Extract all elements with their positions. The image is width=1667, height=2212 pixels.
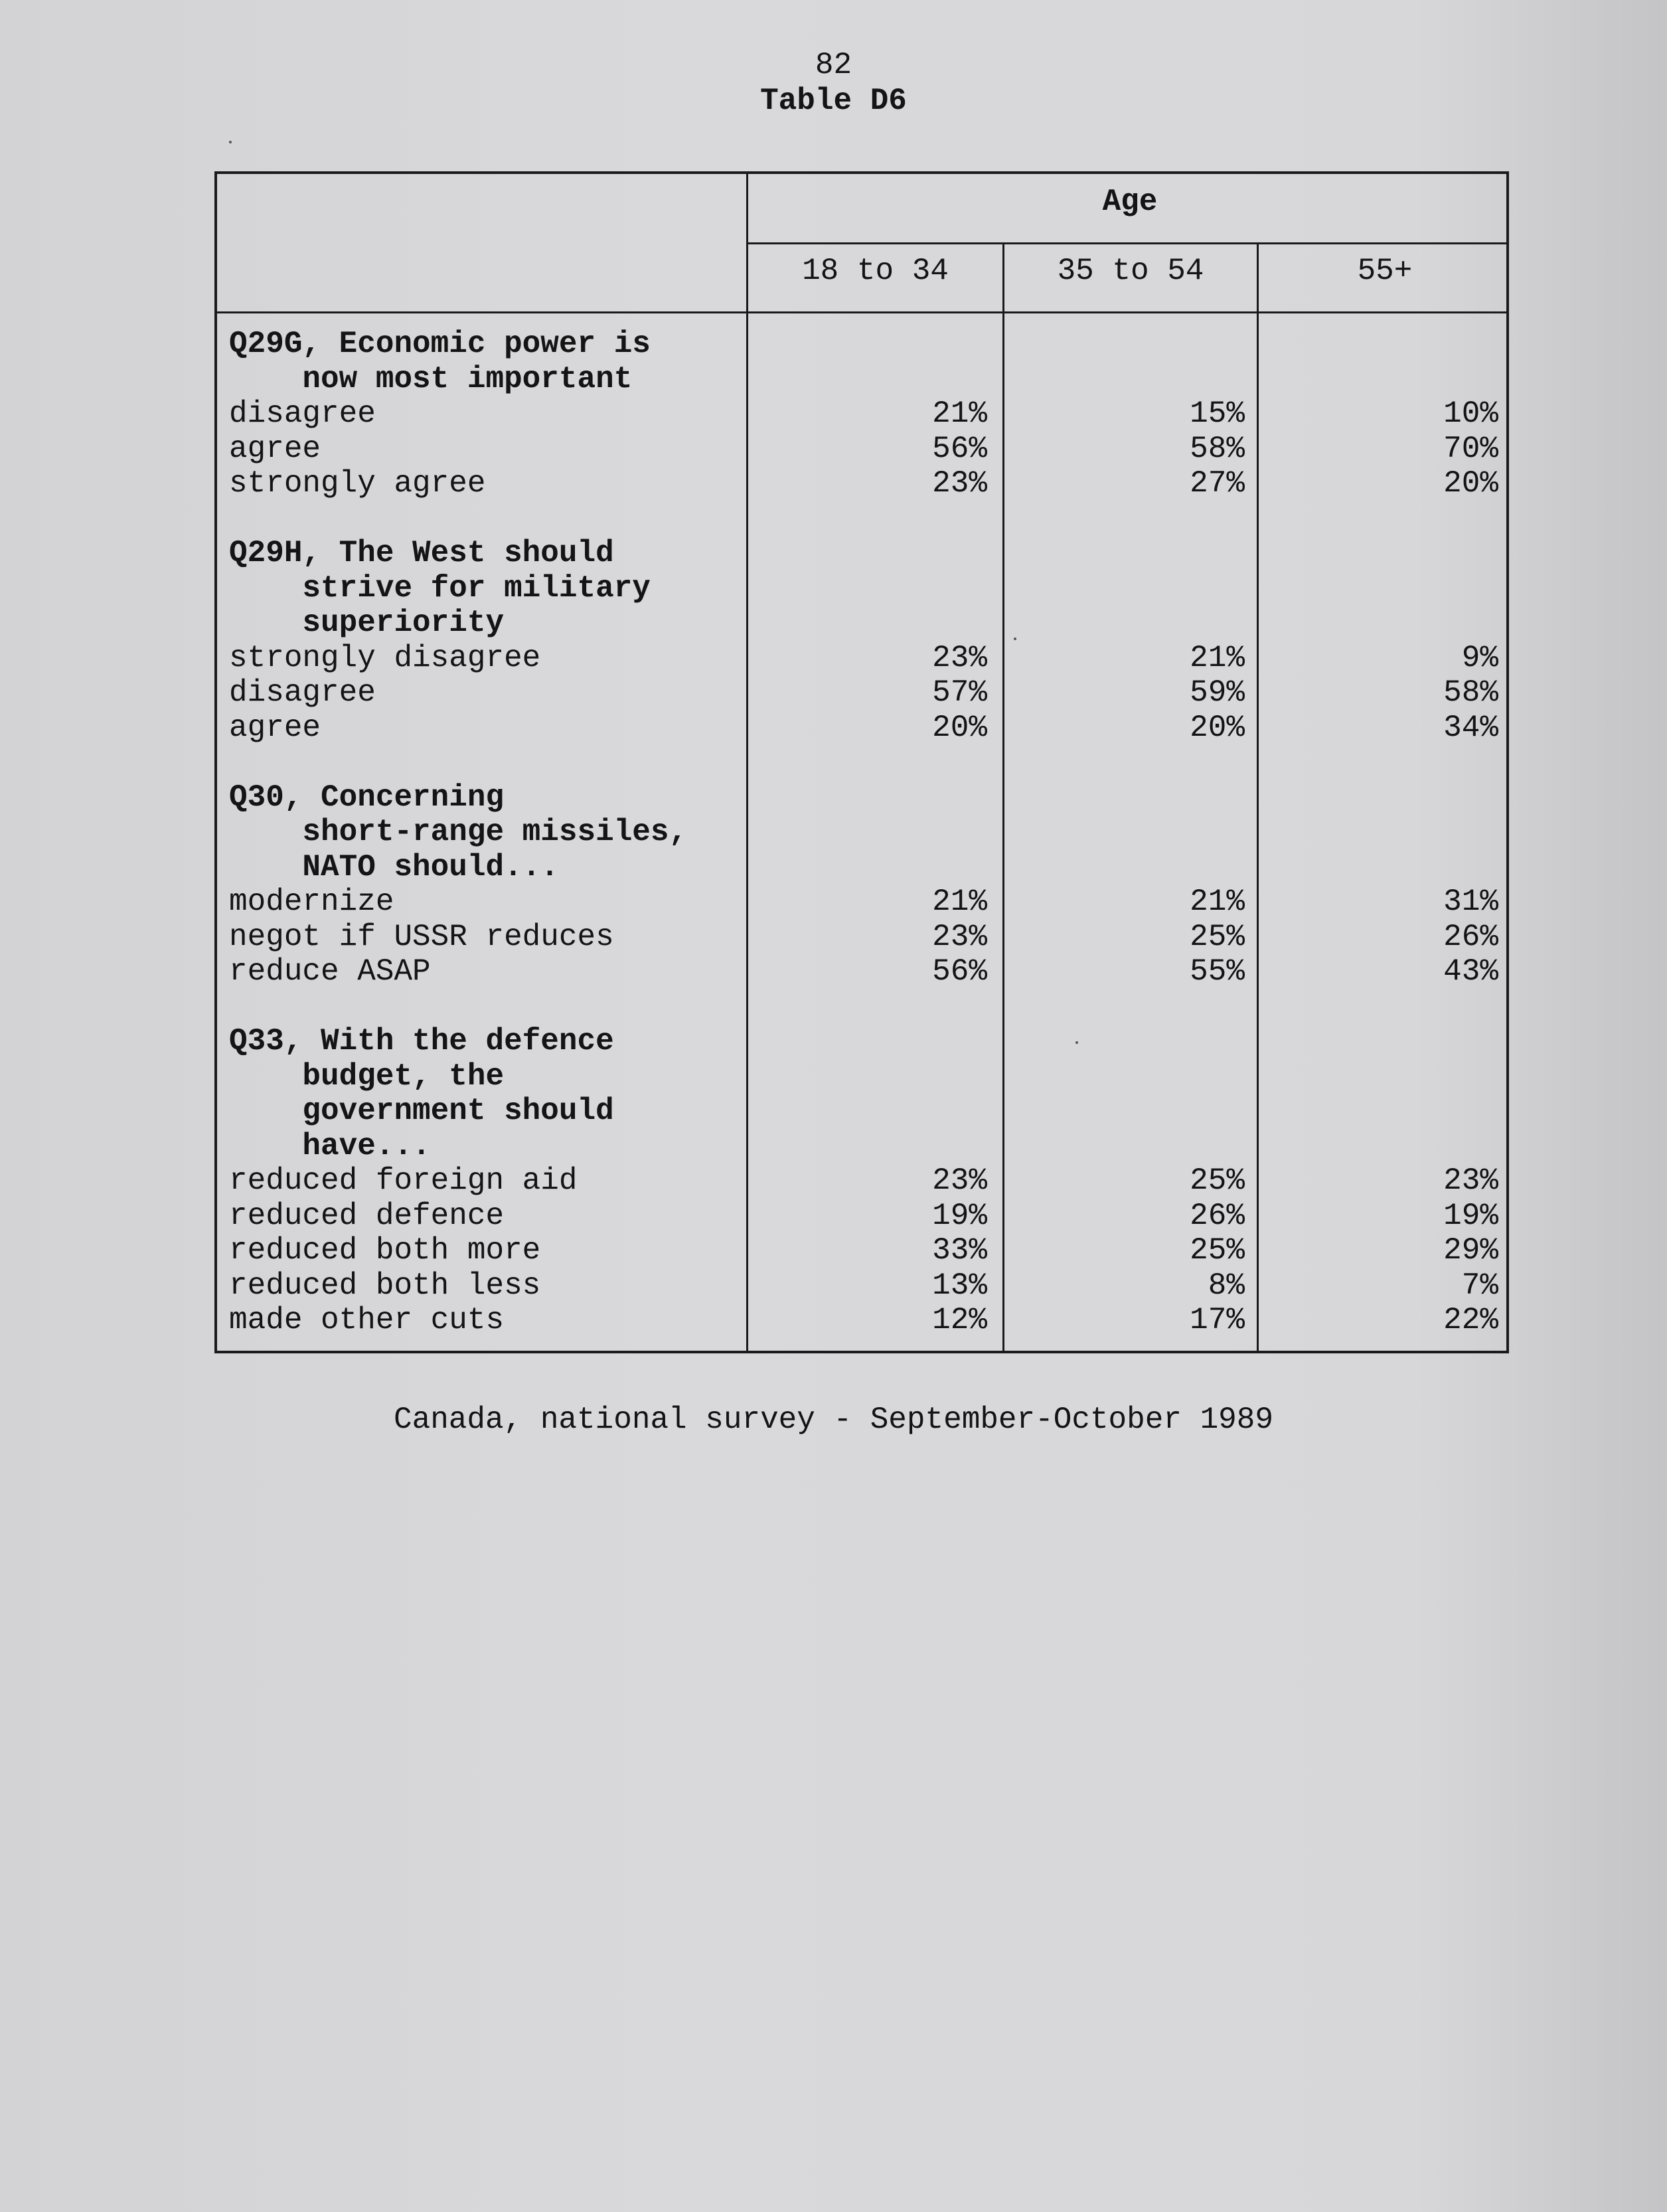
response-label: strongly agree: [229, 466, 486, 501]
section-spacer: [217, 501, 1512, 537]
age-group-header: Age: [1102, 185, 1158, 219]
response-label: reduce ASAP: [229, 954, 431, 989]
response-label: reduced foreign aid: [229, 1163, 578, 1198]
question-row: [217, 1094, 1512, 1129]
percent-cell: 56%: [932, 954, 987, 989]
question-row: [217, 327, 1512, 362]
table-title: Table D6: [760, 84, 907, 118]
response-label: disagree: [229, 675, 376, 710]
percent-cell: 56%: [932, 431, 987, 466]
percent-cell: 25%: [1190, 919, 1245, 954]
response-label: agree: [229, 710, 321, 745]
percent-cell: 21%: [1190, 885, 1245, 919]
question-row: [217, 780, 1512, 815]
section-spacer: [217, 745, 1512, 780]
column-header-35-54: 35 to 54: [1057, 254, 1204, 288]
percent-cell: 19%: [932, 1198, 987, 1233]
percent-cell: 23%: [932, 640, 987, 675]
percent-cell: 13%: [932, 1268, 987, 1303]
question-text: strive for military: [229, 570, 651, 606]
question-row: [217, 536, 1512, 571]
response-label: disagree: [229, 396, 376, 431]
table-row: [217, 1268, 1512, 1304]
question-row: [217, 571, 1512, 606]
question-row: [217, 362, 1512, 397]
percent-cell: 21%: [932, 885, 987, 919]
table-row: [217, 954, 1512, 989]
table-row: [217, 432, 1512, 467]
percent-cell: 31%: [1443, 885, 1498, 919]
question-row: [217, 1059, 1512, 1094]
percent-cell: 29%: [1443, 1233, 1498, 1268]
page-number: 82: [815, 48, 852, 82]
column-header-18-34: 18 to 34: [802, 254, 949, 288]
percent-cell: 22%: [1443, 1303, 1498, 1337]
percent-cell: 25%: [1190, 1163, 1245, 1198]
table-row: [217, 920, 1512, 955]
percent-cell: 34%: [1443, 710, 1498, 745]
question-row: [217, 1024, 1512, 1059]
percent-cell: 20%: [1190, 710, 1245, 745]
response-label: strongly disagree: [229, 640, 541, 675]
response-label: reduced both more: [229, 1233, 541, 1268]
response-label: negot if USSR reduces: [229, 919, 614, 954]
percent-cell: 20%: [932, 710, 987, 745]
paper-speck: [1075, 1041, 1078, 1044]
question-text: short-range missiles,: [229, 815, 688, 849]
table-row: [217, 1199, 1512, 1234]
percent-cell: 25%: [1190, 1233, 1245, 1268]
percent-cell: 8%: [1208, 1268, 1245, 1303]
question-text: Q30, Concerning: [229, 780, 505, 815]
question-text: have...: [229, 1128, 431, 1163]
percent-cell: 23%: [1443, 1163, 1498, 1198]
table-row: [217, 711, 1512, 746]
percent-cell: 70%: [1443, 431, 1498, 466]
table-row: [217, 1303, 1512, 1338]
percent-cell: 43%: [1443, 954, 1498, 989]
question-text: budget, the: [229, 1059, 505, 1094]
response-label: made other cuts: [229, 1303, 505, 1337]
percent-cell: 58%: [1190, 431, 1245, 466]
response-label: agree: [229, 431, 321, 466]
question-text: superiority: [229, 606, 505, 640]
question-text: NATO should...: [229, 849, 559, 885]
percent-cell: 15%: [1190, 396, 1245, 431]
percent-cell: 26%: [1190, 1198, 1245, 1233]
percent-cell: 27%: [1190, 466, 1245, 501]
question-text: Q33, With the defence: [229, 1024, 614, 1059]
header-rule: [746, 242, 1506, 244]
percent-cell: 9%: [1461, 640, 1498, 675]
question-text: now most important: [229, 361, 633, 396]
paper-speck: [229, 141, 232, 143]
percent-cell: 21%: [932, 396, 987, 431]
percent-cell: 10%: [1443, 396, 1498, 431]
percent-cell: 33%: [932, 1233, 987, 1268]
percent-cell: 12%: [932, 1303, 987, 1337]
table-body: [217, 327, 1512, 1338]
section-spacer: [217, 989, 1512, 1025]
table-row: [217, 396, 1512, 432]
question-text: Q29G, Economic power is: [229, 327, 651, 361]
question-text: government should: [229, 1094, 614, 1128]
percent-cell: 20%: [1443, 466, 1498, 501]
table-row: [217, 885, 1512, 920]
question-row: [217, 850, 1512, 885]
percent-cell: 23%: [932, 919, 987, 954]
percent-cell: 26%: [1443, 919, 1498, 954]
percent-cell: 57%: [932, 675, 987, 710]
header-rule: [217, 311, 1506, 313]
data-table: [214, 171, 1509, 1353]
question-row: [217, 606, 1512, 641]
table-row: [217, 1233, 1512, 1268]
response-label: reduced defence: [229, 1198, 505, 1233]
percent-cell: 19%: [1443, 1198, 1498, 1233]
percent-cell: 23%: [932, 1163, 987, 1198]
percent-cell: 21%: [1190, 640, 1245, 675]
percent-cell: 55%: [1190, 954, 1245, 989]
response-label: reduced both less: [229, 1268, 541, 1303]
question-row: [217, 1129, 1512, 1164]
table-row: [217, 641, 1512, 676]
percent-cell: 59%: [1190, 675, 1245, 710]
percent-cell: 23%: [932, 466, 987, 501]
paper-speck: [1014, 638, 1016, 640]
table-row: [217, 675, 1512, 711]
percent-cell: 17%: [1190, 1303, 1245, 1337]
response-label: modernize: [229, 885, 394, 919]
question-row: [217, 815, 1512, 850]
source-footnote: Canada, national survey - September-October 1989: [393, 1403, 1273, 1437]
percent-cell: 58%: [1443, 675, 1498, 710]
column-header-55-plus: 55+: [1357, 254, 1413, 288]
question-text: Q29H, The West should: [229, 536, 614, 570]
table-row: [217, 466, 1512, 501]
table-row: [217, 1163, 1512, 1199]
percent-cell: 7%: [1461, 1268, 1498, 1303]
